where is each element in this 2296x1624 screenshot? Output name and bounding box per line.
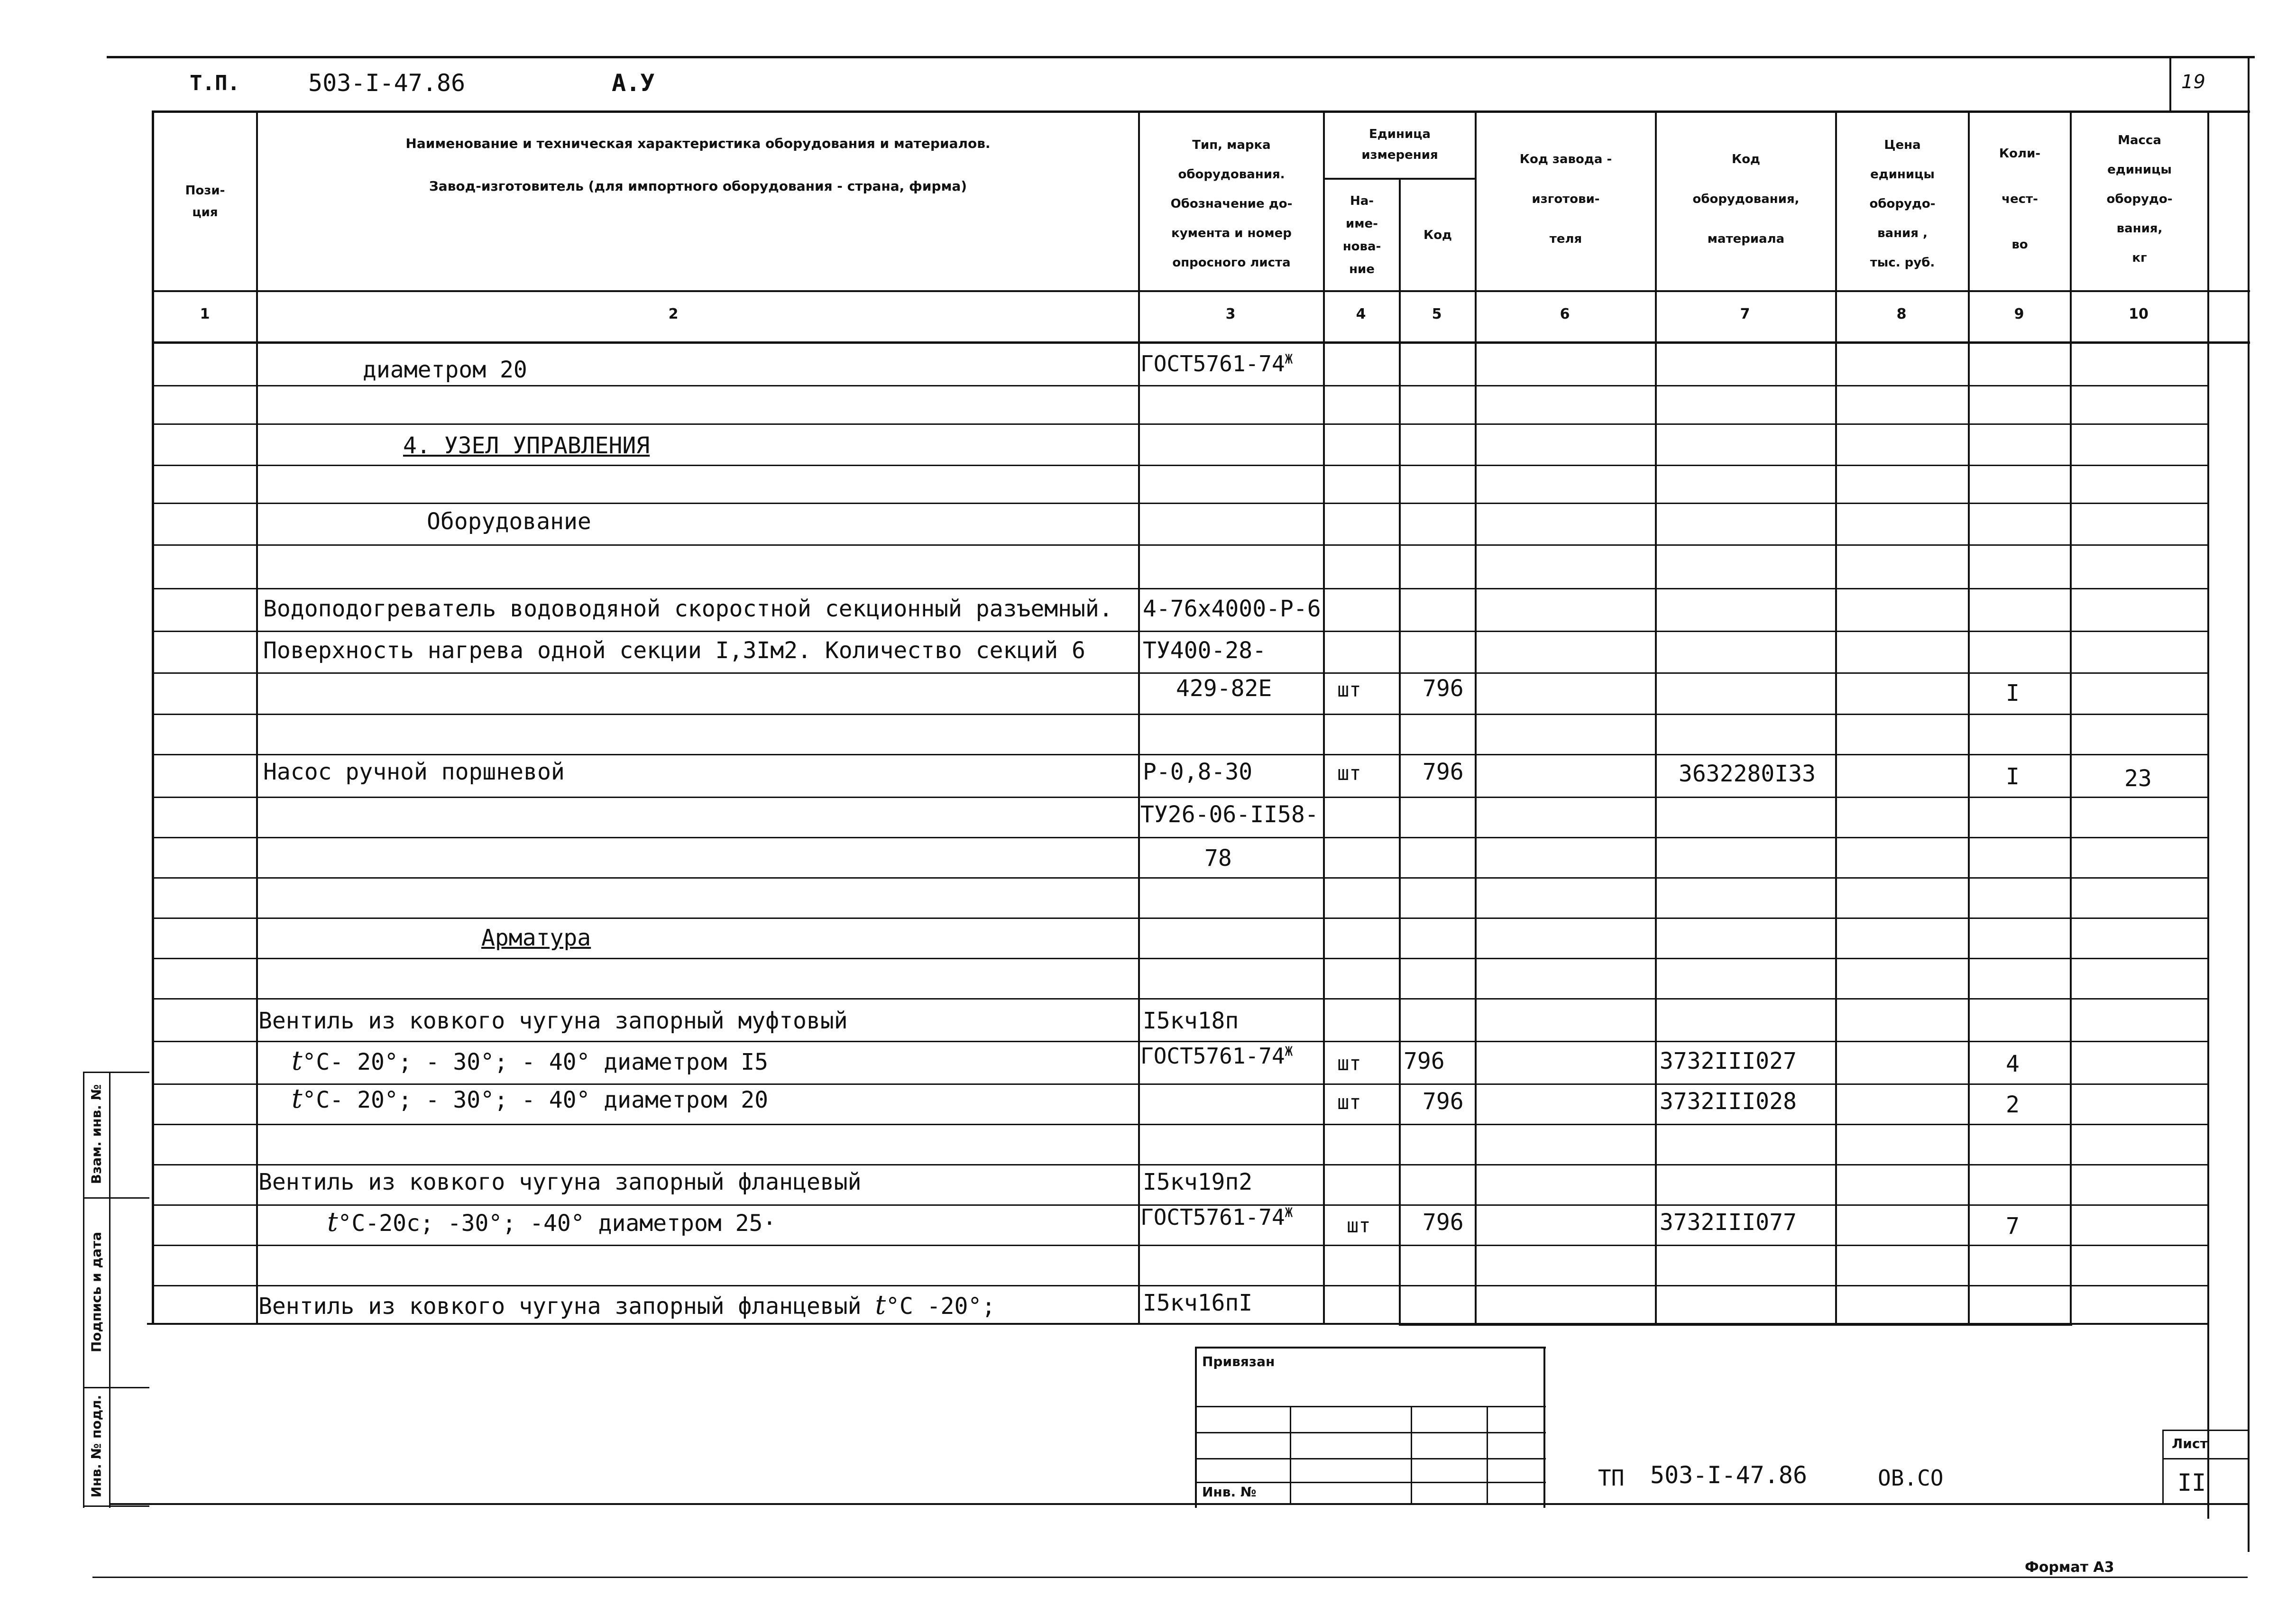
valve2a-spec: t°С-20с; -30°; -40° диаметром 25· xyxy=(327,1207,777,1238)
side-label-inv-podl: Инв. № подл. xyxy=(88,1395,104,1498)
heater-tu-line2: 429-82Е xyxy=(1176,675,1272,702)
format-label: Формат А3 xyxy=(2025,1559,2114,1576)
unit-group-header: Единица измерения xyxy=(1361,127,1438,162)
heater-type: 4-76х4000-Р-6 xyxy=(1143,596,1321,622)
heater-surface: Поверхность нагрева одной секции I,3Iм2. Количество секций 6 xyxy=(263,637,1085,664)
document-code: 503-I-47.86 xyxy=(308,69,466,97)
pump-name: Насос ручной поршневой xyxy=(263,759,565,785)
stamp-document-code: 503-I-47.86 xyxy=(1650,1461,1808,1489)
valve1a-qty: 4 xyxy=(2006,1051,2020,1077)
col-num-10: 10 xyxy=(2129,306,2149,322)
col-header-7: Код оборудования, материала xyxy=(1692,152,1800,246)
col-num-7: 7 xyxy=(1740,306,1750,322)
pump-type: Р-0,8-30 xyxy=(1143,759,1253,785)
tp-label: Т.П. xyxy=(190,71,240,95)
side-label-podpis-data: Подпись и дата xyxy=(88,1231,104,1353)
stamp-inv-no-label: Инв. № xyxy=(1202,1484,1257,1500)
col-header-8: Цена единицы оборудо- вания , тыс. руб. xyxy=(1869,138,1936,270)
valve2a-qty: 7 xyxy=(2006,1213,2020,1239)
col-header-4: На- име- нова- ние xyxy=(1342,194,1381,276)
col-header-9: Коли- чест- во xyxy=(1999,147,2041,252)
pump-tu-line2: 78 xyxy=(1204,845,1232,872)
valve1a-doc: $ГОСТ5761-74^Ж$ xyxy=(1140,1043,1293,1069)
col-header-3: Тип, марка оборудования. Обозначение до- кумента и номер опросного листа xyxy=(1170,138,1293,270)
heater-unit: шт xyxy=(1337,678,1361,701)
corner-mark: 19 xyxy=(2181,71,2205,93)
valve1b-spec: t°С- 20°; - 30°; - 40° диаметром 20 xyxy=(292,1083,769,1114)
col-header-10: Масса единицы оборудо- вания, кг xyxy=(2106,133,2173,265)
valve2a-equipment-code: 3732III077 xyxy=(1660,1209,1797,1236)
valve2a-unit: шт xyxy=(1347,1214,1371,1237)
valve1-type: I5кч18п xyxy=(1143,1008,1239,1034)
pump-equipment-code: 3632280I33 xyxy=(1679,761,1816,787)
valve1-name: Вентиль из ковкого чугуна запорный муфтовый xyxy=(258,1008,848,1034)
row-diameter-20-name: диаметром 20 xyxy=(363,357,527,383)
stamp-sheet-code: ОВ.СО xyxy=(1878,1465,1944,1491)
valve1b-equipment-code: 3732III028 xyxy=(1660,1088,1797,1115)
pump-tu-line1: ТУ26-06-II58- xyxy=(1140,801,1319,828)
heater-tu-line1: ТУ400-28- xyxy=(1143,637,1267,664)
valve3-type: I5кч16пI xyxy=(1143,1290,1253,1316)
col-num-3: 3 xyxy=(1225,306,1236,322)
valve2a-unit-code: 796 xyxy=(1423,1209,1464,1236)
valve1b-unit-code: 796 xyxy=(1423,1088,1464,1115)
subheading-armatura: Арматура xyxy=(481,925,591,951)
col-num-1: 1 xyxy=(200,306,210,322)
stamp-list-number: II xyxy=(2177,1469,2206,1496)
stamp-privyazan-label: Привязан xyxy=(1202,1354,1275,1369)
side-label-vzam-inv: Взам. инв. № xyxy=(88,1084,104,1184)
valve1b-unit: шт xyxy=(1337,1091,1361,1114)
col-num-2: 2 xyxy=(668,306,679,322)
pump-unit-code: 796 xyxy=(1423,759,1464,785)
subheading-equipment: Оборудование xyxy=(427,508,591,535)
valve1a-spec: t°С- 20°; - 30°; - 40° диаметром I5 xyxy=(292,1046,769,1076)
col-header-2: Наименование и техническая характеристика оборудования и материалов. Завод-изготовитель (для импортного оборудования - страна, фирма) xyxy=(405,136,991,194)
valve1b-qty: 2 xyxy=(2006,1092,2020,1118)
valve3-spec: Вентиль из ковкого чугуна запорный фланцевый t°С -20°; xyxy=(258,1290,996,1321)
heater-unit-code: 796 xyxy=(1423,675,1464,702)
pump-mass: 23 xyxy=(2124,765,2152,792)
col-num-9: 9 xyxy=(2014,306,2024,322)
col-header-5: Код xyxy=(1423,228,1452,242)
col-header-6: Код завода - изготови- теля xyxy=(1519,152,1612,246)
heater-qty: I xyxy=(2006,680,2020,706)
valve1a-equipment-code: 3732III027 xyxy=(1660,1048,1797,1074)
pump-qty: I xyxy=(2006,763,2020,790)
valve2a-doc: $ГОСТ5761-74^Ж$ xyxy=(1140,1204,1293,1230)
valve1a-unit-code: 796 xyxy=(1404,1048,1445,1074)
valve1a-unit: шт xyxy=(1337,1052,1361,1075)
col-header-1: Пози- ция xyxy=(185,184,225,220)
col-num-6: 6 xyxy=(1560,306,1570,322)
section-heading-control-unit: 4. УЗЕЛ УПРАВЛЕНИЯ xyxy=(403,432,650,459)
col-num-5: 5 xyxy=(1432,306,1442,322)
heater-name: Водоподогреватель водоводяной скоростной секционный разъемный. xyxy=(263,596,1113,622)
pump-unit: шт xyxy=(1337,762,1361,785)
stamp-tp-label: ТП xyxy=(1598,1465,1625,1491)
col-num-8: 8 xyxy=(1896,306,1907,322)
col-num-4: 4 xyxy=(1356,306,1366,322)
valve2-name: Вентиль из ковкого чугуна запорный фланцевый xyxy=(258,1169,862,1195)
stamp-list-label: Лист xyxy=(2172,1436,2208,1451)
valve2-type: I5кч19п2 xyxy=(1143,1169,1253,1195)
row-diameter-20-doc: $ГОСТ5761-74^Ж$ xyxy=(1140,351,1293,376)
album-label: А.У xyxy=(612,69,655,97)
